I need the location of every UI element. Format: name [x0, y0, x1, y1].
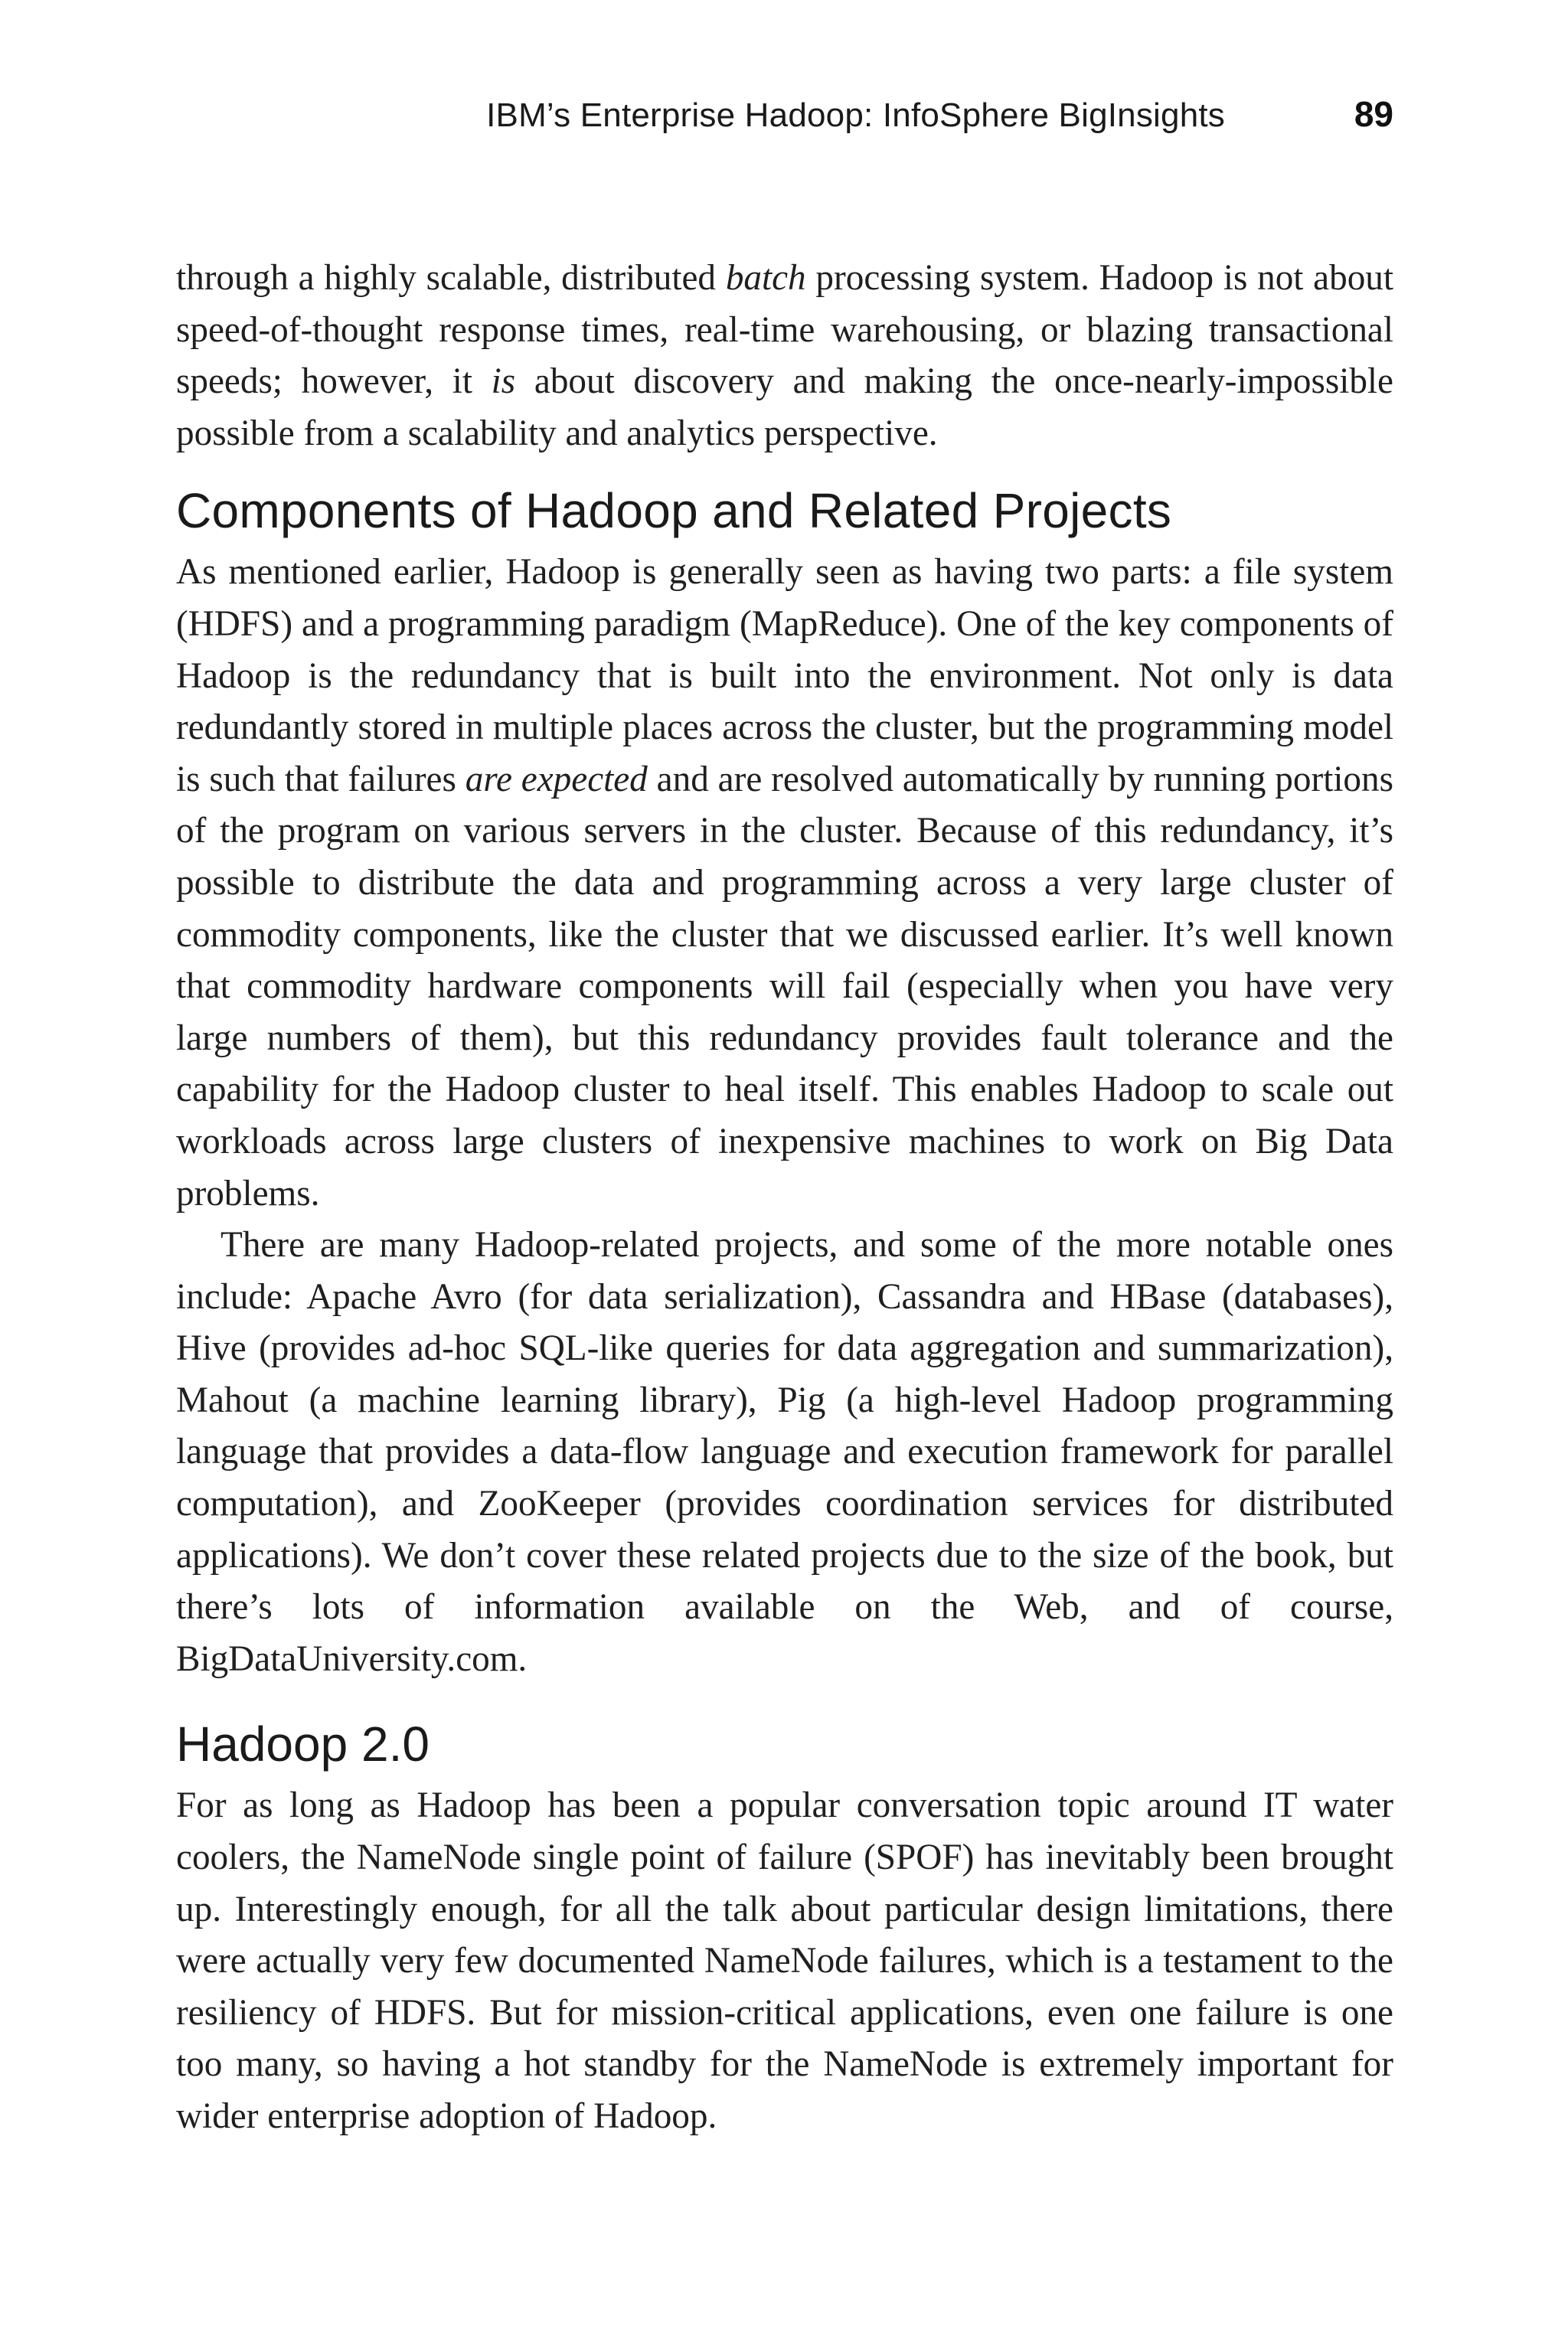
body-text [176, 253, 1393, 2143]
components-paragraph-2: There are many Hadoop-related projects, and some of the more notable ones include: Apache Avro (for data serialization), Cassandra and HBase (databases), Hive (provides ad-hoc SQL-like queries for data aggregation and summarization), Mahout (a machine learning library), Pig (a high-level Hadoop programming language that provides a data-flow language and execution framework for parallel computation), and ZooKeeper (provides coordination services for distributed applications). We don’t cover these related projects due to the size of the book, but there’s lots of information available on the Web, and of course, BigDataUniversity.com. [176, 1225, 1393, 1679]
components-text-2: and are resolved automatically by running portions of the program on various servers in the cluster. Because of this redundancy, it’s possible to distribute the data and programming across a very large cluster of commodity components, like the cluster that we discussed earlier. It’s well known that commodity hardware components will fail (especially when you have very large numbers of them), but this redundancy provides fault tolerance and the capability for the Hadoop cluster to heal itself. This enables Hadoop to scale out workloads across large clusters of inexpensive machines to work on Big Data problems. [176, 759, 1393, 1214]
hadoop2-paragraph-1: For as long as Hadoop has been a popular conversation topic around IT water coolers, the NameNode single point of failure (SPOF) has inevitably been brought up. Interestingly enough, for all the talk about particular design limitations, there were actually very few documented NameNode failures, which is a testament to the resiliency of HDFS. But for mission-critical applications, even one failure is one too many, so having a hot standby for the NameNode is extremely important for wider enterprise adoption of Hadoop. [176, 1785, 1393, 2136]
intro-emphasis-is: is [491, 361, 516, 402]
intro-text-3: about discovery and making the once-nearly-impossible possible from a scalability and analytics perspective. [176, 361, 1393, 453]
components-text-1: As mentioned earlier, Hadoop is generally seen as having two parts: a file system (HDFS) and a programming paradigm (MapReduce). One of the key components of Hadoop is the redundancy that is built into the environment. Not only is data redundantly stored in multiple places across the cluster, but the programming model is such that failures [176, 552, 1393, 799]
intro-text-1: through a highly scalable, distributed [176, 258, 726, 298]
running-header [176, 93, 1393, 147]
page-number: 89 [1354, 94, 1393, 134]
intro-emphasis-batch: batch [725, 258, 806, 298]
components-emphasis-are-expected: are expected [465, 759, 648, 799]
intro-text-2: processing system. Hadoop is not about speed-of-thought response times, real-time warehousing, or blazing transactional speeds; however, it [176, 258, 1394, 402]
running-header-title: IBM’s Enterprise Hadoop: InfoSphere BigInsights [486, 96, 1225, 134]
section-heading-components: Components of Hadoop and Related Projects [176, 483, 1172, 539]
intro-paragraph [176, 253, 1393, 459]
section-heading-hadoop-2: Hadoop 2.0 [176, 1717, 430, 1772]
components-paragraph-1 [176, 547, 1393, 1220]
